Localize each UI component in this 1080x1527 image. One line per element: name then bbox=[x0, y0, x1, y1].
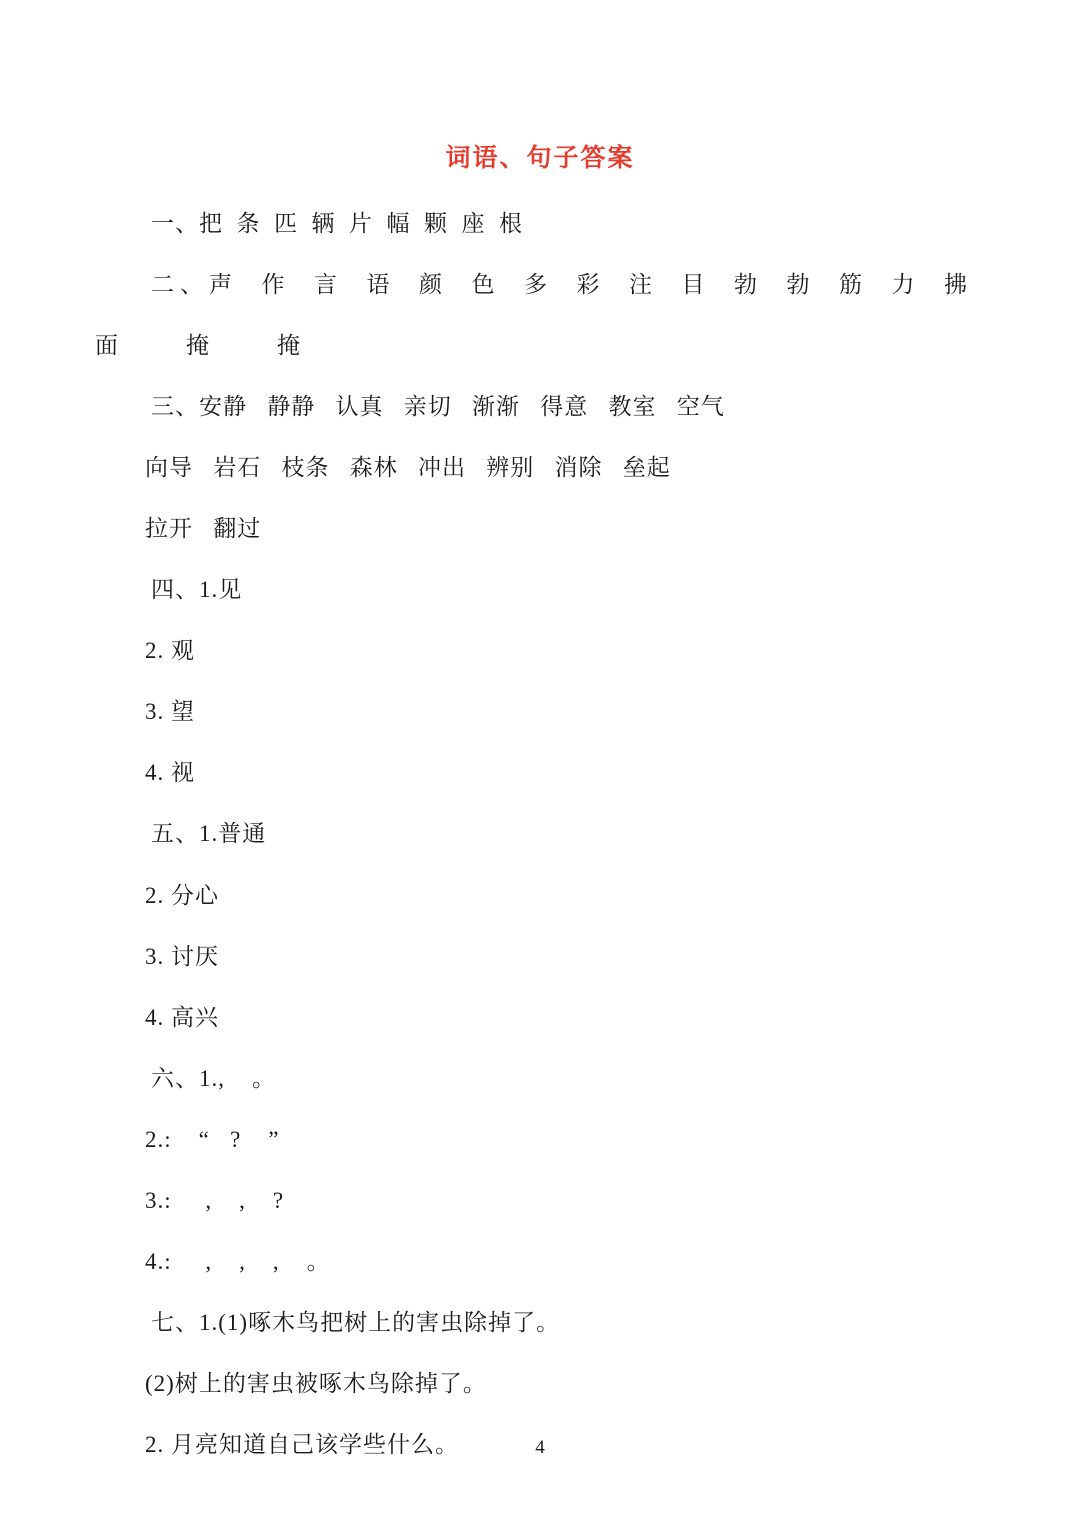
answer-line: 四、1.见 bbox=[151, 577, 243, 603]
answer-line: 面 掩 掩 bbox=[95, 333, 309, 359]
answer-line: 4. 视 bbox=[145, 760, 195, 786]
answer-line: 2.: “ ? ” bbox=[145, 1126, 280, 1152]
answer-line: 2. 分心 bbox=[145, 882, 219, 908]
answer-line: 五、1.普通 bbox=[151, 821, 267, 847]
answer-line: 三、安静 静静 认真 亲切 渐渐 得意 教室 空气 bbox=[151, 394, 725, 420]
answer-line: 2. 观 bbox=[145, 638, 195, 664]
page-title: 词语、句子答案 bbox=[445, 143, 635, 172]
answer-line: 4. 高兴 bbox=[145, 1004, 219, 1030]
answer-line: 拉开 翻过 bbox=[145, 516, 262, 542]
answer-line: (2)树上的害虫被啄木鸟除掉了。 bbox=[145, 1370, 487, 1396]
answer-line: 3.: , , ? bbox=[145, 1187, 285, 1213]
answer-line: 向导 岩石 枝条 森林 冲出 辨别 消除 垒起 bbox=[145, 455, 671, 481]
page-number: 4 bbox=[535, 1437, 545, 1458]
answer-line: 3. 望 bbox=[145, 699, 195, 725]
answer-line: 3. 讨厌 bbox=[145, 943, 219, 969]
answer-line: 六、1., 。 bbox=[151, 1065, 276, 1091]
answer-line: 二、声 作 言 语 颜 色 多 彩 注 目 勃 勃 筋 力 拂 bbox=[151, 272, 973, 298]
answer-line: 4.: , , , 。 bbox=[145, 1248, 331, 1274]
answer-list bbox=[95, 208, 985, 1460]
answer-line: 2. 月亮知道自己该学些什么。 bbox=[145, 1431, 459, 1457]
answer-line: 一、把 条 匹 辆 片 幅 颗 座 根 bbox=[151, 211, 523, 236]
answer-line: 七、1.(1)啄木鸟把树上的害虫除掉了。 bbox=[151, 1309, 561, 1335]
